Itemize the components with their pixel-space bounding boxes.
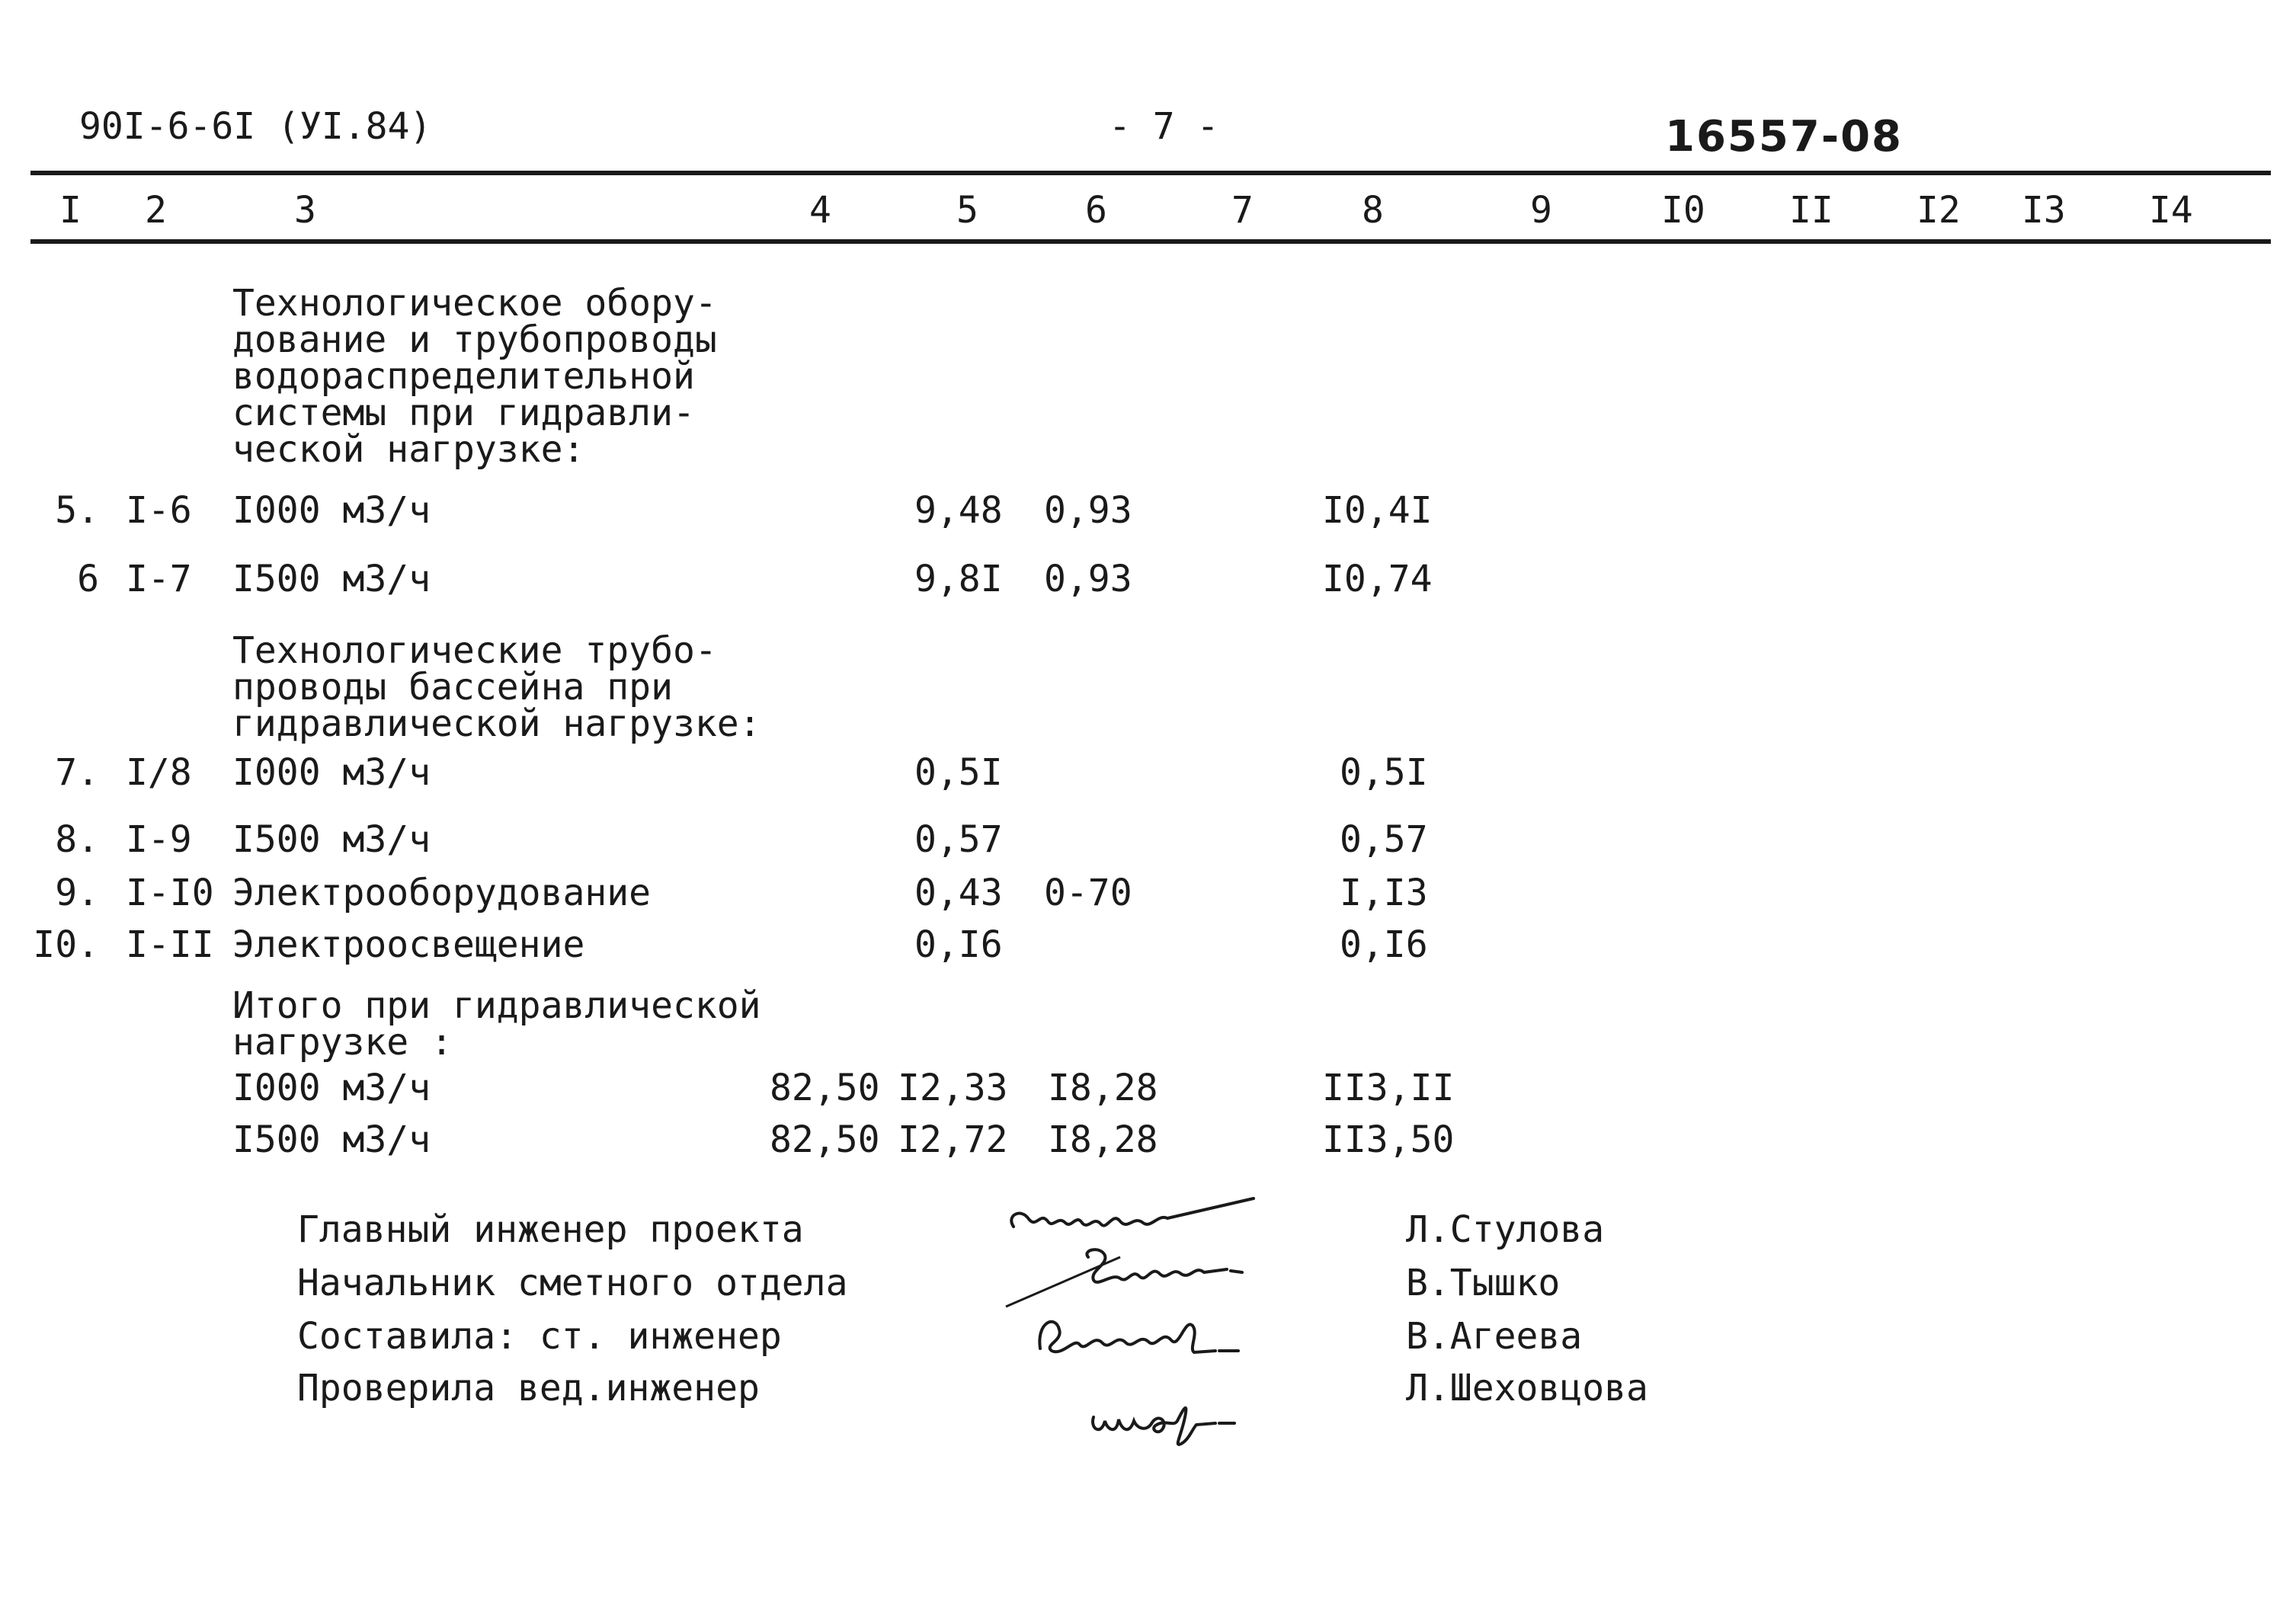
row-number: I0. (33, 923, 99, 966)
row-col6: I8,28 (1048, 1067, 1158, 1109)
row-code: I-7 (126, 558, 192, 600)
col-header-7: 7 (1231, 189, 1254, 232)
row-col5: 0,5I (914, 751, 1003, 794)
row-col8: 0,I6 (1340, 923, 1428, 966)
row-col5: 0,I6 (914, 923, 1003, 966)
row-col5: 0,43 (914, 872, 1003, 914)
row-col6: 0,93 (1044, 558, 1132, 600)
row-col8: I0,74 (1322, 558, 1433, 600)
row-name: Электроосвещение (232, 923, 585, 966)
row-number: 8. (55, 818, 99, 861)
section-heading-equipment: Технологическое обору- дование и трубопроводы водораспределительной системы при гидравли- ческой нагрузке: (232, 282, 717, 471)
col-header-12: I2 (1917, 189, 1961, 232)
doc-code: 90I-6-6I (УI.84) (79, 105, 432, 148)
signatory-role: Составила: ст. инженер (297, 1315, 782, 1358)
signatory-role: Проверила вед.инженер (297, 1367, 760, 1409)
row-number: 6 (77, 558, 99, 600)
row-col5: 9,48 (914, 489, 1003, 532)
total-heading: Итого при гидравлической нагрузке : (232, 984, 761, 1064)
row-name: I000 м3/ч (232, 489, 431, 532)
handwritten-signature-estimates-head (998, 1242, 1273, 1317)
row-number: 5. (55, 489, 99, 532)
top-rule (30, 171, 2271, 175)
row-col4: 82,50 (770, 1067, 880, 1109)
handwritten-signature-checker (1082, 1383, 1265, 1457)
col-header-13: I3 (2022, 189, 2066, 232)
signatory-name: В.Агеева (1406, 1315, 1583, 1358)
row-code: I/8 (126, 751, 192, 794)
col-header-6: 6 (1085, 189, 1107, 232)
row-col5: 9,8I (914, 558, 1003, 600)
row-col8: I,I3 (1340, 872, 1428, 914)
col-header-11: II (1789, 189, 1833, 232)
row-name: Электрооборудование (232, 872, 652, 914)
col-header-1: I (59, 189, 82, 232)
signatory-name: В.Тышко (1406, 1262, 1561, 1304)
header-rule (30, 239, 2271, 244)
col-header-14: I4 (2149, 189, 2193, 232)
signatory-role: Главный инженер проекта (297, 1208, 804, 1251)
signatory-name: Л.Стулова (1406, 1208, 1605, 1251)
col-header-3: 3 (294, 189, 316, 232)
signatory-name: Л.Шеховцова (1406, 1367, 1648, 1409)
row-name: I500 м3/ч (232, 1118, 431, 1161)
col-header-5: 5 (956, 189, 978, 232)
inventory-number: 16557-08 (1665, 112, 1903, 162)
row-col5: 0,57 (914, 818, 1003, 861)
row-code: I-I0 (126, 872, 214, 914)
col-header-8: 8 (1362, 189, 1384, 232)
row-col6: 0-70 (1044, 872, 1132, 914)
signatory-role: Начальник сметного отдела (297, 1262, 848, 1304)
col-header-10: I0 (1661, 189, 1705, 232)
col-header-4: 4 (809, 189, 831, 232)
row-number: 7. (55, 751, 99, 794)
row-code: I-6 (126, 489, 192, 532)
row-col5: I2,33 (898, 1067, 1008, 1109)
row-col8: I0,4I (1322, 489, 1433, 532)
row-col8: 0,5I (1340, 751, 1428, 794)
row-col8: 0,57 (1340, 818, 1428, 861)
section-heading-pipelines: Технологические трубо- проводы бассейна при гидравлической нагрузке: (232, 629, 761, 745)
row-col5: I2,72 (898, 1118, 1008, 1161)
row-name: I000 м3/ч (232, 751, 431, 794)
col-header-9: 9 (1530, 189, 1552, 232)
col-header-2: 2 (145, 189, 167, 232)
row-col4: 82,50 (770, 1118, 880, 1161)
row-code: I-9 (126, 818, 192, 861)
row-col8: II3,50 (1322, 1118, 1455, 1161)
row-col6: 0,93 (1044, 489, 1132, 532)
row-col8: II3,II (1322, 1067, 1455, 1109)
row-number: 9. (55, 872, 99, 914)
row-name: I500 м3/ч (232, 558, 431, 600)
handwritten-signature-compiler (1033, 1307, 1261, 1374)
row-name: I500 м3/ч (232, 818, 431, 861)
row-code: I-II (126, 923, 214, 966)
row-name: I000 м3/ч (232, 1067, 431, 1109)
page-number: - 7 - (1109, 105, 1219, 148)
row-col6: I8,28 (1048, 1118, 1158, 1161)
